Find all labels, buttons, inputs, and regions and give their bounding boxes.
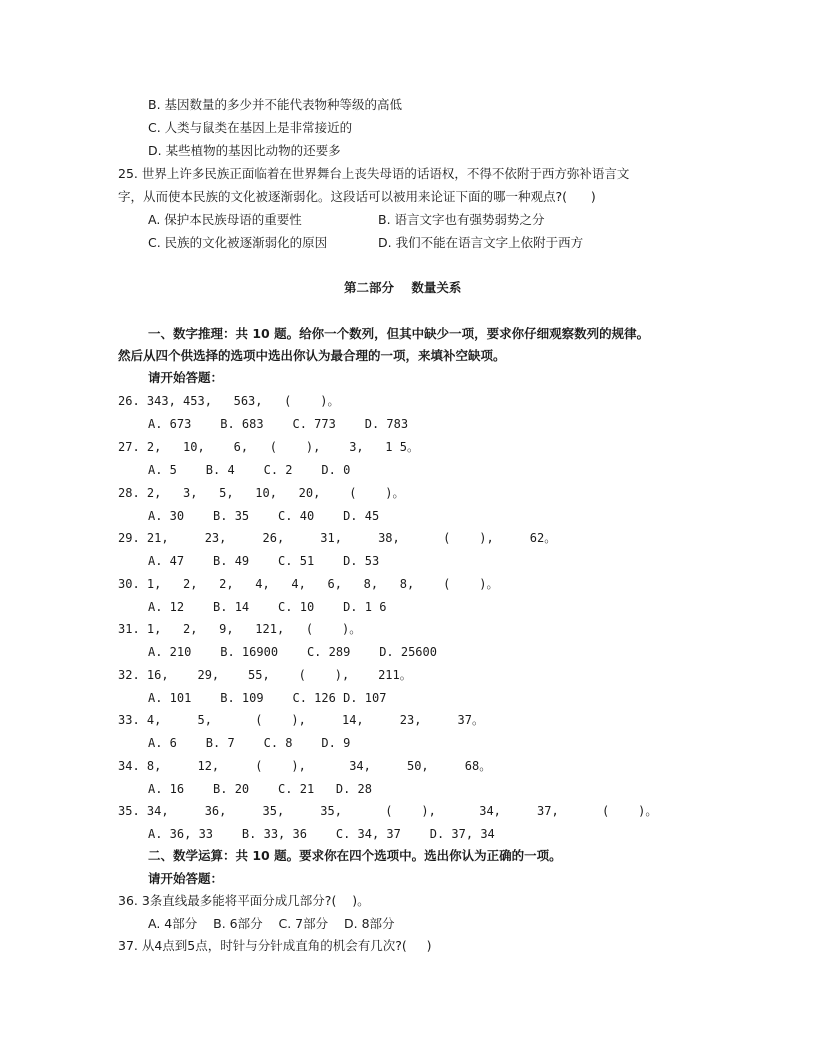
q36-options: A. 4部分 B. 6部分 C. 7部分 D. 8部分 — [148, 916, 395, 931]
question-stem: 28. 2, 3, 5, 10, 20, ( )。 — [118, 486, 405, 500]
q25-option-c: C. 民族的文化被逐渐弱化的原因 — [148, 235, 328, 250]
q24-option-d: D. 某些植物的基因比动物的还要多 — [148, 143, 341, 158]
section1-intro-line2: 然后从四个供选择的选项中选出你认为最合理的一项，来填补空缺项。 — [118, 348, 506, 363]
question-stem: 32. 16, 29, 55, ( ), 211。 — [118, 668, 412, 682]
q25-option-b: B. 语言文字也有强势弱势之分 — [378, 212, 545, 227]
question-options: A. 16 B. 20 C. 21 D. 28 — [148, 782, 372, 796]
question-options: A. 47 B. 49 C. 51 D. 53 — [148, 554, 380, 568]
q24-option-b: B. 基因数量的多少并不能代表物种等级的高低 — [148, 97, 403, 112]
question-options: A. 101 B. 109 C. 126 D. 107 — [148, 691, 387, 705]
question-stem: 30. 1, 2, 2, 4, 4, 6, 8, 8, ( )。 — [118, 577, 499, 591]
section1-start: 请开始答题： — [148, 370, 224, 385]
question-options: A. 30 B. 35 C. 40 D. 45 — [148, 509, 380, 523]
question-options: A. 12 B. 14 C. 10 D. 1 6 — [148, 600, 387, 614]
question-stem: 29. 21, 23, 26, 31, 38, ( ), 62。 — [118, 531, 557, 545]
question-stem: 26. 343, 453, 563, ( )。 — [118, 394, 340, 408]
q25-option-d: D. 我们不能在语言文字上依附于西方 — [378, 235, 584, 250]
section1-intro-line1: 一、数字推理：共 10 题。给你一个数列，但其中缺少一项，要求你仔细观察数列的规律。 — [148, 326, 650, 341]
question-options: A. 36, 33 B. 33, 36 C. 34, 37 D. 37, 34 — [148, 827, 495, 841]
question-options: A. 6 B. 7 C. 8 D. 9 — [148, 736, 351, 750]
section2-intro: 二、数学运算：共 10 题。要求你在四个选项中。选出你认为正确的一项。 — [148, 848, 562, 863]
q25-option-a: A. 保护本民族母语的重要性 — [148, 212, 302, 227]
question-stem: 33. 4, 5, ( ), 14, 23, 37。 — [118, 713, 485, 727]
question-stem: 35. 34, 36, 35, 35, ( ), 34, 37, ( )。 — [118, 804, 658, 818]
question-options: A. 5 B. 4 C. 2 D. 0 — [148, 463, 351, 477]
q25-stem-line2: 字，从而使本民族的文化被逐渐弱化。这段话可以被用来论证下面的哪一种观点?( ) — [118, 189, 596, 204]
q37-stem: 37. 从4点到5点，时针与分针成直角的机会有几次?( ) — [118, 938, 432, 953]
question-stem: 31. 1, 2, 9, 121, ( )。 — [118, 622, 362, 636]
question-options: A. 210 B. 16900 C. 289 D. 25600 — [148, 645, 437, 659]
question-options: A. 673 B. 683 C. 773 D. 783 — [148, 417, 409, 431]
q24-option-c: C. 人类与鼠类在基因上是非常接近的 — [148, 120, 353, 135]
question-stem: 27. 2, 10, 6, ( ), 3, 1 5。 — [118, 440, 419, 454]
part-title: 第二部分 数量关系 — [344, 280, 462, 295]
question-stem: 34. 8, 12, ( ), 34, 50, 68。 — [118, 759, 492, 773]
q36-stem: 36. 3条直线最多能将平面分成几部分?( )。 — [118, 893, 370, 908]
section2-start: 请开始答题： — [148, 871, 224, 886]
q25-stem-line1: 25. 世界上许多民族正面临着在世界舞台上丧失母语的话语权，不得不依附于西方弥补语言文 — [118, 166, 630, 181]
